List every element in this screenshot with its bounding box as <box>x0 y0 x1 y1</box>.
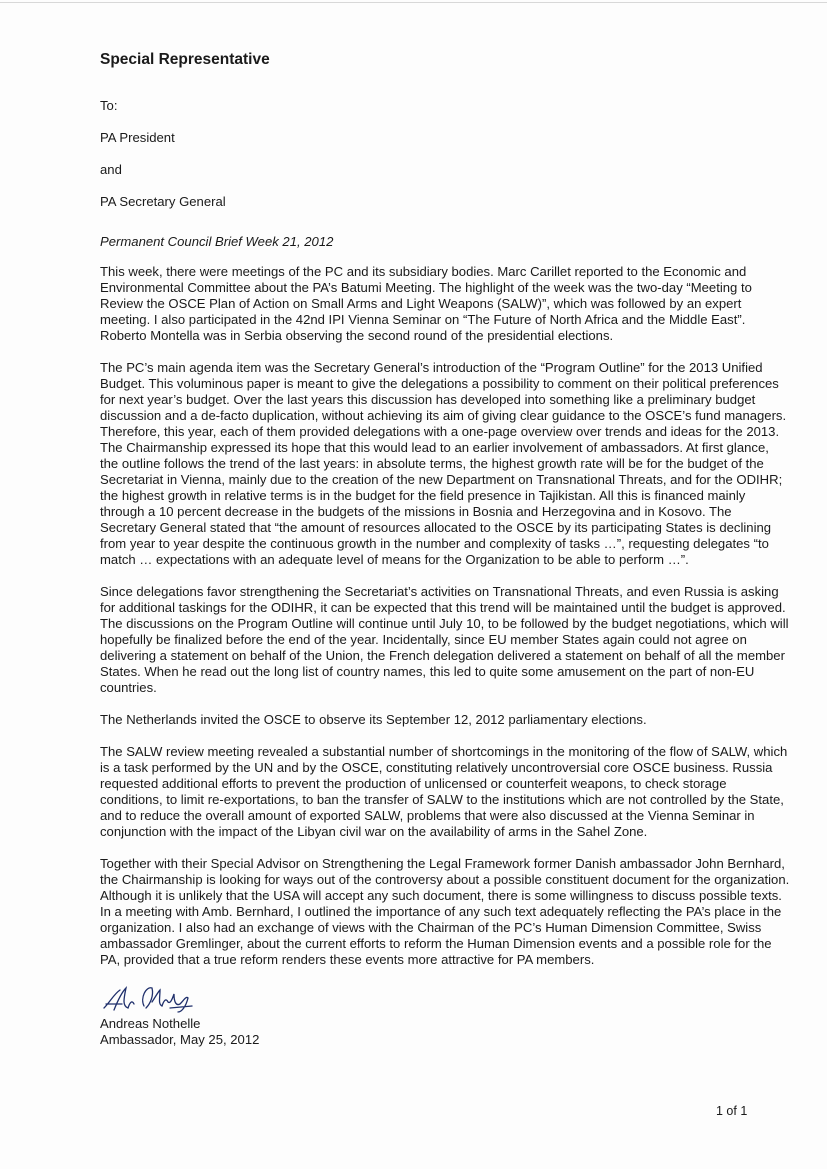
paragraph-netherlands-elections: The Netherlands invited the OSCE to observe its September 12, 2012 parliamentary elections. <box>100 712 647 727</box>
paragraph-transnational-threats: Since delegations favor strengthening the Secretariat’s activities on Transnational Threats, and even Russia is asking for additional taskings for the ODIHR, it can be expected that this trend will be maintained until the budget is approved. The discussions on the Program Outline will continue until July 10, to be followed by the budget negotiations, which will hopefully be finalized before the end of the year. Incidentally, since EU member States again could not agree on delivering a statement on behalf of the Union, the French delegation delivered a statement on behalf of all the member States. When he read out the long list of country names, this led to quite some amusement on the part of non-EU countries. <box>100 584 789 695</box>
paragraph-legal-framework: Together with their Special Advisor on Strengthening the Legal Framework former Danish ambassador John Bernhard, the Chairmanship is looking for ways out of the controversy about a possible constituent document for the organization. Although it is unlikely that the USA will accept any such document, there is some willingness to discuss possible texts. In a meeting with Amb. Bernhard, I outlined the importance of any such text adequately reflecting the PA’s place in the organization. I also had an exchange of views with the Chairman of the PC’s Human Dimension Committee, Swiss ambassador Gremlinger, about the current efforts to reform the Human Dimension events and a possible role for the PA, provided that a true reform renders these events more attractive for PA members. <box>100 856 790 967</box>
paragraph-salw-review: The SALW review meeting revealed a substantial number of shortcomings in the monitoring of the flow of SALW, which is a task performed by the UN and by the OSCE, constituting relatively uncontroversial core OSCE business. Russia requested additional efforts to prevent the production of unlicensed or counterfeit weapons, to check storage conditions, to limit re-exportations, to ban the transfer of SALW to the institutions which are not controlled by the State, and to reduce the overall amount of exported SALW, problems that were also discussed at the Vienna Seminar in conjunction with the impact of the Libyan civil war on the availability of arms in the Sahel Zone. <box>100 744 788 839</box>
handwritten-signature <box>100 980 200 1014</box>
recipient-president: PA President <box>100 130 175 145</box>
signatory-name: Andreas Nothelle <box>100 1016 201 1031</box>
recipient-and: and <box>100 162 122 177</box>
paragraph-program-outline: The PC’s main agenda item was the Secretary General’s introduction of the “Program Outline” for the 2013 Unified Budget. This voluminous paper is meant to give the delegations a possibility to comment on their political preferences for next year’s budget. Over the last years this discussion has developed into something like a preliminary budget discussion and a de-facto duplication, without achieving its aim of giving clear guidance to the OSCE’s fund managers. Therefore, this year, each of them provided delegations with a one-page overview over trends and ideas for the 2013. The Chairmanship expressed its hope that this would lead to an earlier involvement of ambassadors. At first glance, the outline follows the trend of the last years: in absolute terms, the highest growth rate will be for the budget of the Secretariat in Vienna, mainly due to the creation of the new Department on Transnational Threats, and for the ODIHR; the highest growth in relative terms is in the budget for the field presence in Tajikistan. All this is financed mainly through a 10 percent decrease in the budgets of the missions in Bosnia and Herzegovina and in Kosovo. The Secretary General stated that “the amount of resources allocated to the OSCE by its participating States is declining from year to year despite the continuous growth in the number and complexity of tasks …”, requesting delegates “to match … expectations with an adequate level of means for the Organization to be able to perform …”. <box>100 360 787 567</box>
brief-title: Permanent Council Brief Week 21, 2012 <box>100 234 334 249</box>
page-title: Special Representative <box>100 51 270 68</box>
top-rule <box>0 2 827 3</box>
signatory-title-date: Ambassador, May 25, 2012 <box>100 1032 260 1047</box>
page-number: 1 of 1 <box>716 1104 748 1118</box>
paragraph-week-overview: This week, there were meetings of the PC and its subsidiary bodies. Marc Carillet reported to the Economic and Environmental Committee about the PA’s Batumi Meeting. The highlight of the week was the two-day “Meeting to Review the OSCE Plan of Action on Small Arms and Light Weapons (SALW)”, which was followed by an expert meeting. I also participated in the 42nd IPI Vienna Seminar on “The Future of North Africa and the Middle East”. Roberto Montella was in Serbia observing the second round of the presidential elections. <box>100 264 752 343</box>
letter-body <box>100 50 790 1048</box>
recipient-to: To: <box>100 98 118 113</box>
recipient-secretary-general: PA Secretary General <box>100 194 226 209</box>
